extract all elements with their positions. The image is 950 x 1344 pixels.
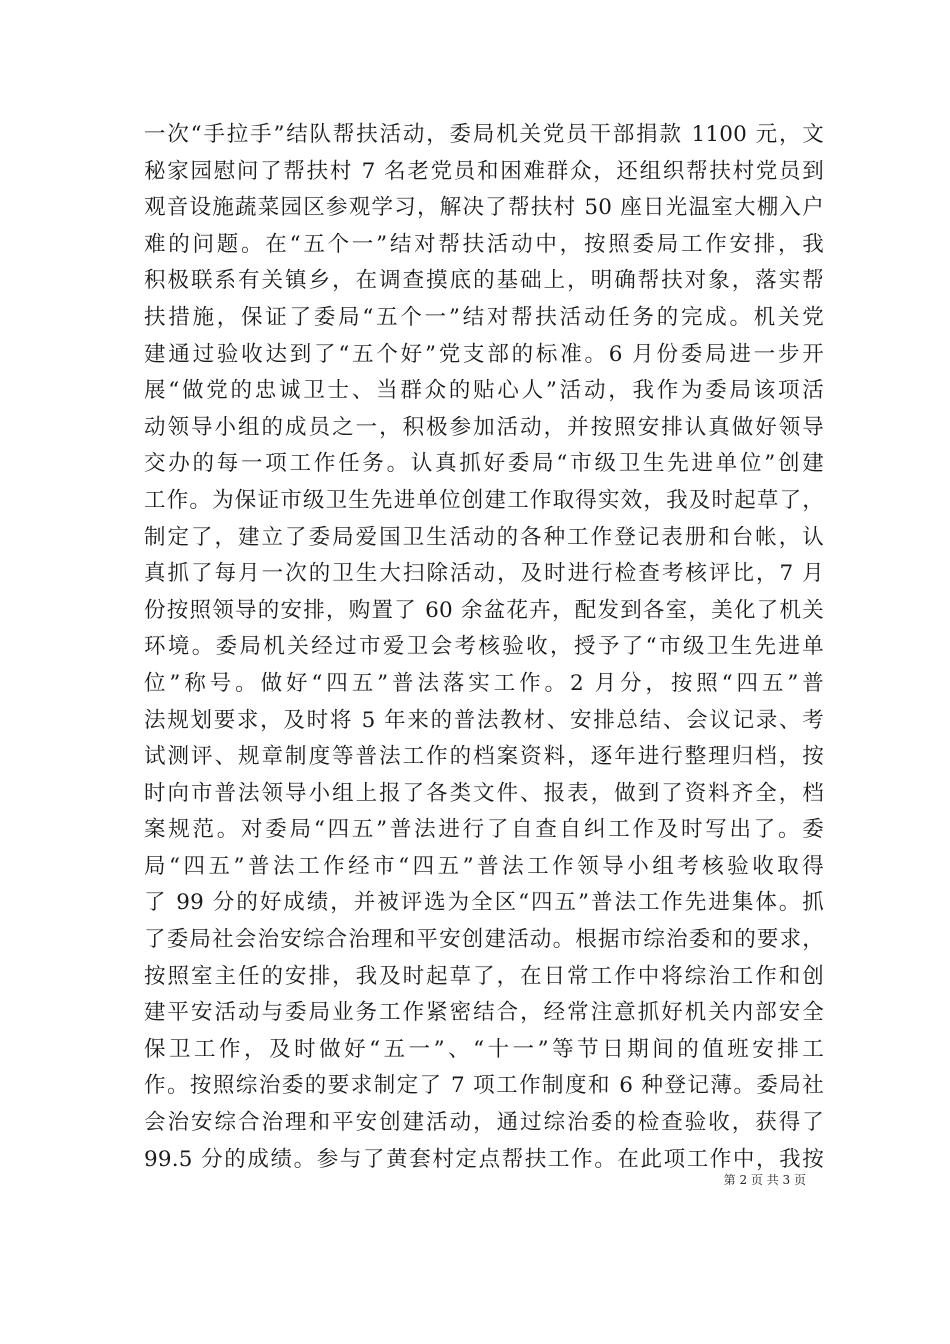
text-line: 了 99 分的好成绩，并被评选为全区“四五”普法工作先进集体。抓 — [144, 890, 824, 916]
page-footer: 第 2 页 共 3 页 — [723, 1173, 806, 1187]
text-line: 局“四五”普法工作经市“四五”普法工作领导小组考核验收取得 — [144, 853, 824, 879]
text-line: 交办的每一项工作任务。认真抓好委局“市级卫生先进单位”创建 — [144, 451, 824, 477]
text-line: 制定了，建立了委局爱国卫生活动的各种工作登记表册和台帐，认 — [144, 524, 824, 550]
text-line: 环境。委局机关经过市爱卫会考核验收，授予了“市级卫生先进单 — [144, 634, 824, 660]
text-line: 了委局社会治安综合治理和平安创建活动。根据市综治委和的要求， — [144, 927, 824, 953]
body-text — [144, 117, 824, 1178]
text-line: 动领导小组的成员之一，积极参加活动，并按照安排认真做好领导 — [144, 414, 824, 440]
text-line: 会治安综合治理和平安创建活动，通过综治委的检查验收，获得了 — [144, 1110, 824, 1136]
text-line: 位”称号。做好“四五”普法落实工作。2 月分，按照“四五”普 — [144, 670, 824, 696]
text-line: 时向市普法领导小组上报了各类文件、报表，做到了资料齐全，档 — [144, 780, 824, 806]
text-line: 法规划要求，及时将 5 年来的普法教材、安排总结、会议记录、考 — [144, 707, 824, 733]
text-line: 难的问题。在“五个一”结对帮扶活动中，按照委局工作安排，我 — [144, 231, 824, 257]
text-line: 秘家园慰问了帮扶村 7 名老党员和困难群众，还组织帮扶村党员到 — [144, 158, 824, 184]
text-line: 真抓了每月一次的卫生大扫除活动，及时进行检查考核评比，7 月 — [144, 561, 824, 587]
text-line: 工作。为保证市级卫生先进单位创建工作取得实效，我及时起草了， — [144, 487, 824, 513]
text-line: 扶措施，保证了委局“五个一”结对帮扶活动任务的完成。机关党 — [144, 304, 824, 330]
text-line: 作。按照综治委的要求制定了 7 项工作制度和 6 种登记薄。委局社 — [144, 1073, 824, 1099]
text-line: 观音设施蔬菜园区参观学习，解决了帮扶村 50 座日光温室大棚入户 — [144, 195, 824, 221]
text-line: 建通过验收达到了“五个好”党支部的标准。6 月份委局进一步开 — [144, 341, 824, 367]
text-line: 保卫工作，及时做好“五一”、“十一”等节日期间的值班安排工 — [144, 1036, 824, 1062]
text-line: 一次“手拉手”结队帮扶活动，委局机关党员干部捐款 1100 元，文 — [144, 122, 824, 147]
text-line: 试测评、规章制度等普法工作的档案资料，逐年进行整理归档，按 — [144, 744, 824, 770]
text-line: 按照室主任的安排，我及时起草了，在日常工作中将综治工作和创 — [144, 963, 824, 989]
text-line: 展“做党的忠诚卫士、当群众的贴心人”活动，我作为委局该项活 — [144, 378, 824, 404]
text-line: 份按照领导的安排，购置了 60 余盆花卉，配发到各室，美化了机关 — [144, 597, 824, 623]
text-line: 案规范。对委局“四五”普法进行了自查自纠工作及时写出了。委 — [144, 817, 824, 843]
text-line: 99.5 分的成绩。参与了黄套村定点帮扶工作。在此项工作中，我按 — [144, 1146, 824, 1172]
text-line: 建平安活动与委局业务工作紧密结合，经常注意抓好机关内部安全 — [144, 1000, 824, 1026]
text-line: 积极联系有关镇乡，在调查摸底的基础上，明确帮扶对象，落实帮 — [144, 268, 824, 294]
